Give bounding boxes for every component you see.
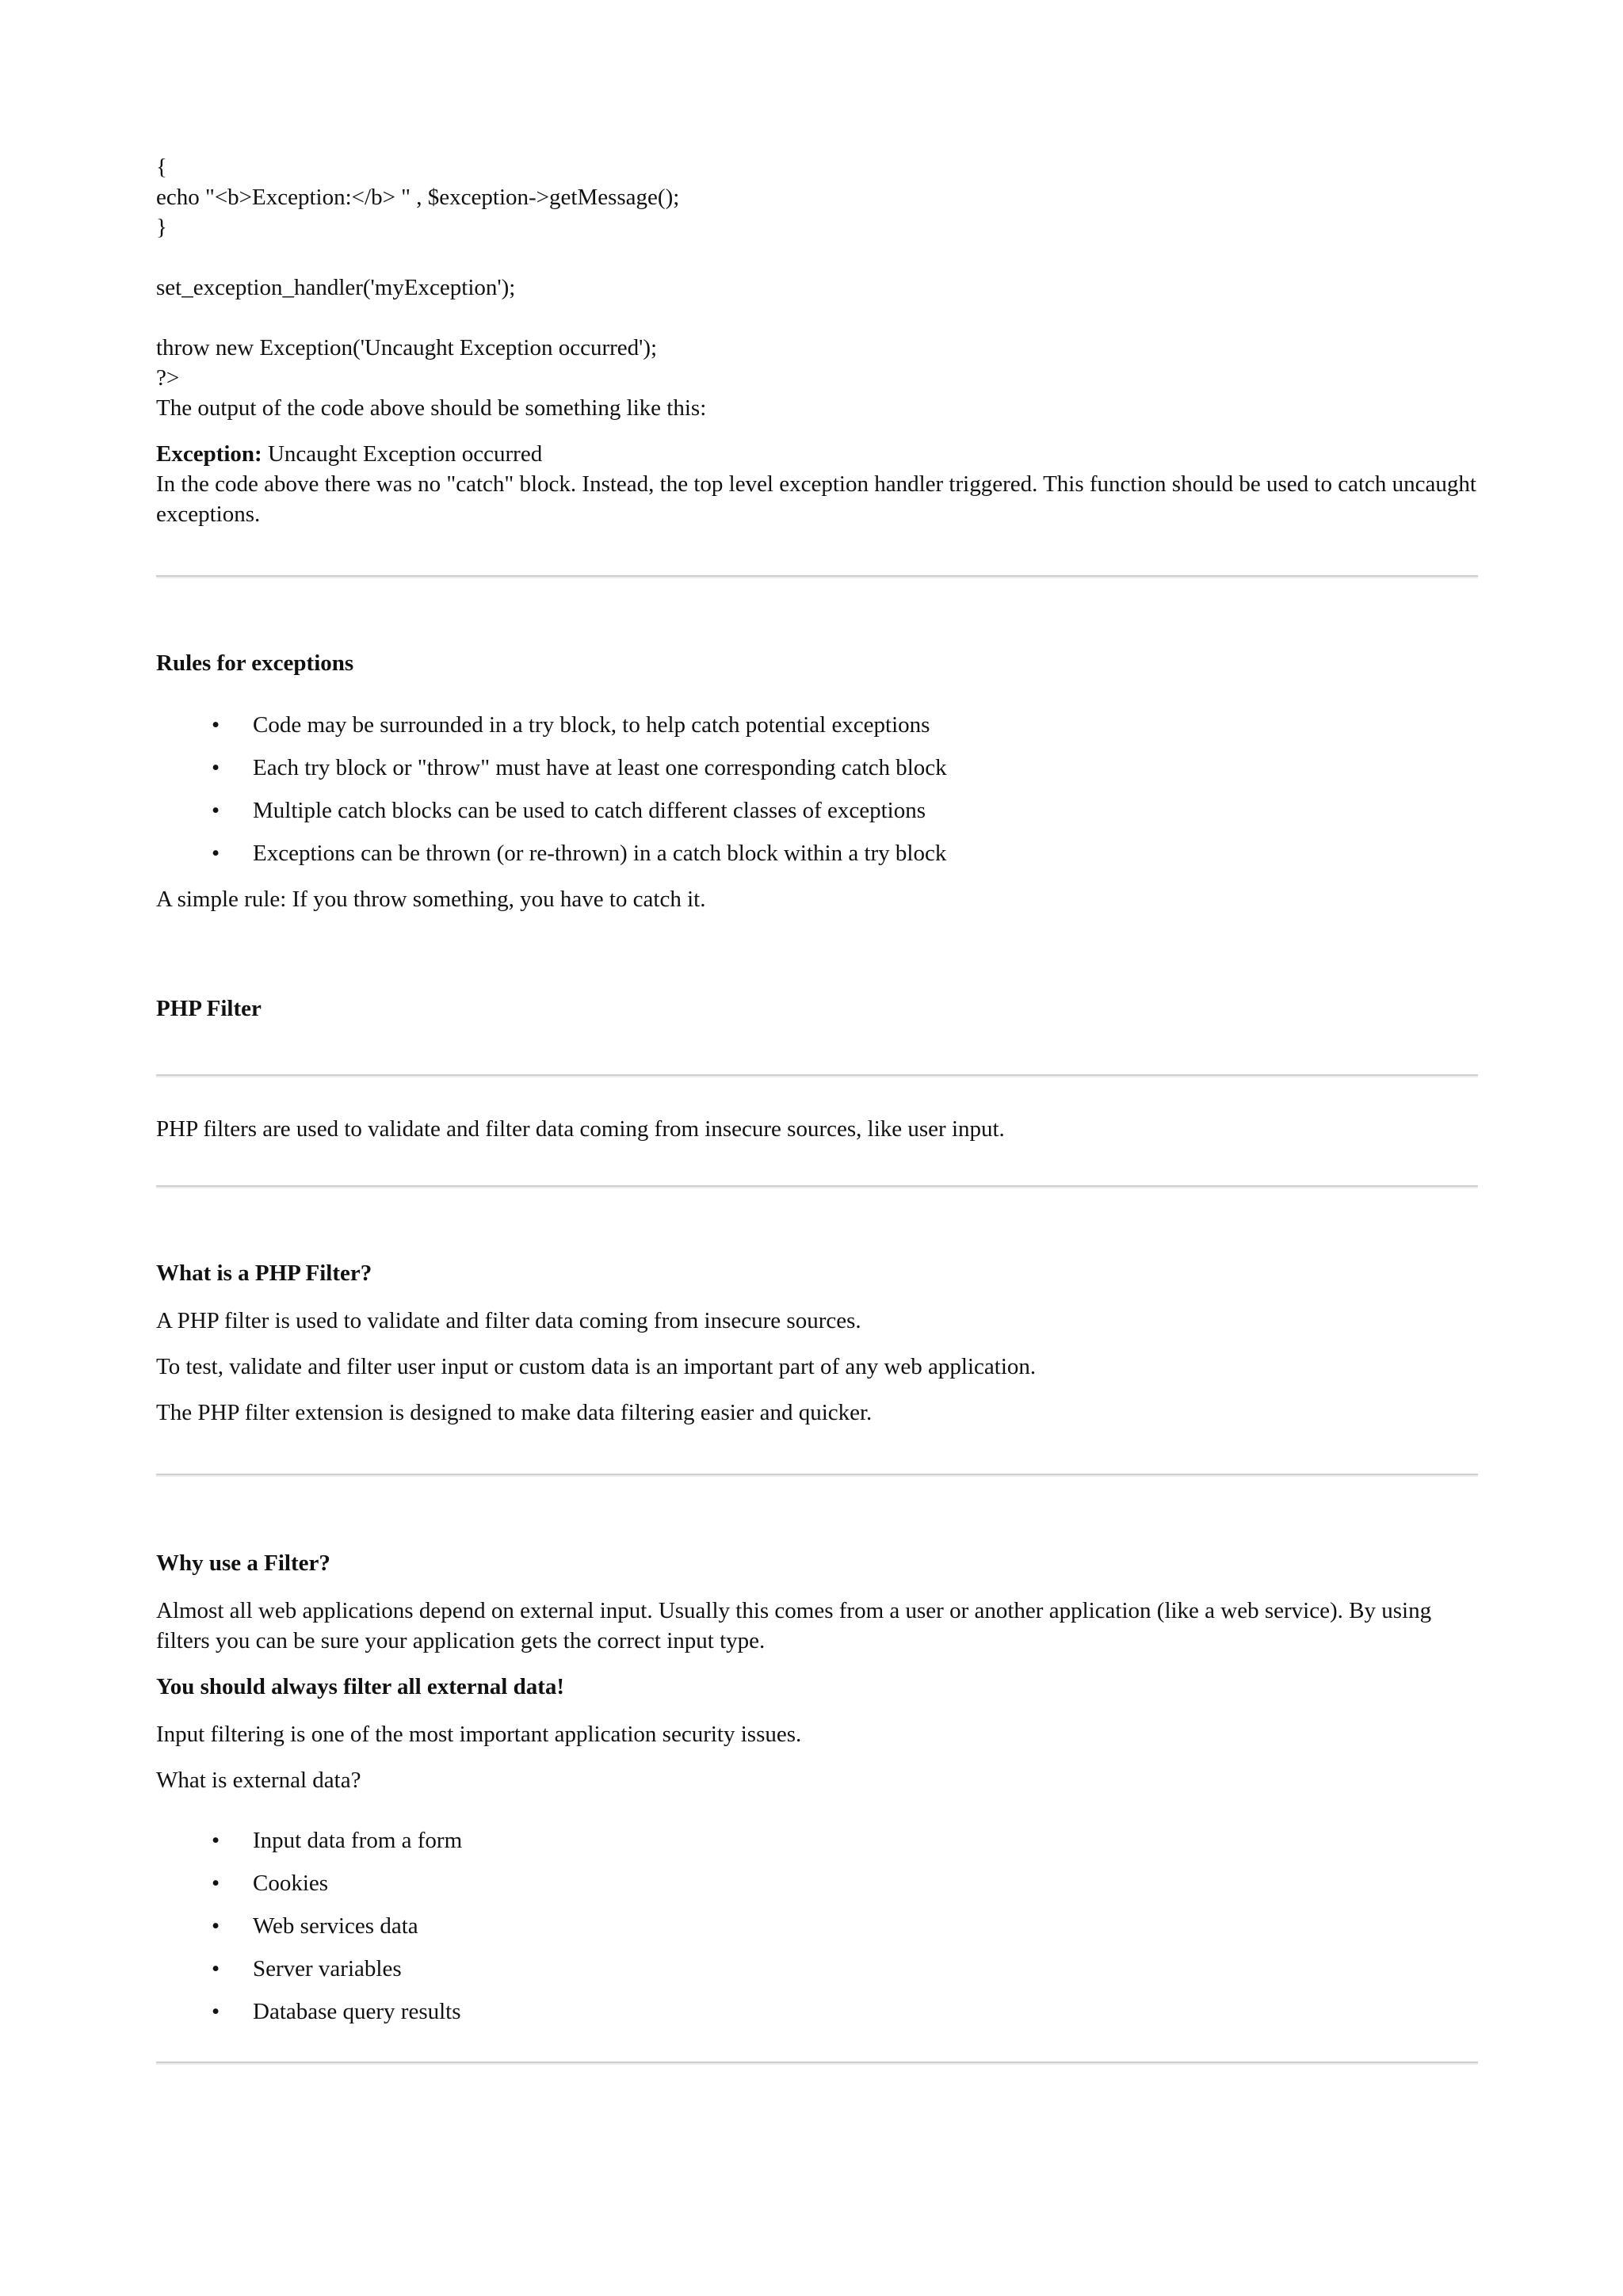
code-line-blank	[156, 303, 1478, 333]
section-divider	[156, 1474, 1478, 1477]
code-line: {	[156, 154, 167, 180]
code-line: ?>	[156, 365, 180, 391]
code-block	[156, 152, 1478, 393]
list-item	[156, 710, 1478, 753]
what-is-paragraph: The PHP filter extension is designed to make data filtering easier and quicker.	[156, 1400, 873, 1425]
section-divider	[156, 1074, 1478, 1077]
bullet-icon: •	[212, 1956, 220, 1981]
list-item-text: Cookies	[253, 1871, 329, 1896]
list-item	[156, 1997, 1478, 2027]
php-filter-heading: PHP Filter	[156, 996, 262, 1021]
list-item	[156, 1911, 1478, 1954]
php-filter-intro: PHP filters are used to validate and filter data coming from insecure sources, like user input.	[156, 1116, 1005, 1142]
why-use-security: Input filtering is one of the most important application security issues.	[156, 1722, 802, 1747]
list-item-text: Server variables	[253, 1956, 402, 1981]
bullet-icon: •	[212, 1913, 220, 1939]
document-page	[156, 152, 1478, 2065]
list-item-text: Multiple catch blocks can be used to catch different classes of exceptions	[253, 798, 926, 823]
output-example	[156, 439, 1478, 469]
list-item-text: Each try block or "throw" must have at least one corresponding catch block	[253, 755, 947, 780]
list-item	[156, 753, 1478, 795]
what-is-heading: What is a PHP Filter?	[156, 1261, 372, 1286]
list-item	[156, 1825, 1478, 1868]
rules-list	[156, 710, 1478, 868]
list-item	[156, 838, 1478, 868]
list-item	[156, 795, 1478, 838]
list-item-text: Input data from a form	[253, 1828, 463, 1853]
bullet-icon: •	[212, 755, 220, 780]
external-data-list	[156, 1825, 1478, 2027]
why-use-question: What is external data?	[156, 1768, 361, 1793]
code-line: }	[156, 215, 167, 240]
output-intro: The output of the code above should be something like this:	[156, 395, 707, 421]
bullet-icon: •	[212, 1871, 220, 1896]
why-use-paragraph: Almost all web applications depend on external input. Usually this comes from a user or another application (like a web service). By using filters you can be sure your application gets the correct input type.	[156, 1598, 1432, 1653]
list-item-text: Exceptions can be thrown (or re-thrown) in a catch block within a try block	[253, 841, 947, 866]
section-divider	[156, 575, 1478, 578]
output-explanation: In the code above there was no "catch" block. Instead, the top level exception handler triggered. This function should be used to catch uncaught exceptions.	[156, 471, 1476, 527]
what-is-paragraph: A PHP filter is used to validate and filter data coming from insecure sources.	[156, 1308, 861, 1333]
rules-heading: Rules for exceptions	[156, 650, 354, 676]
code-line-blank	[156, 242, 1478, 273]
list-item-text: Database query results	[253, 1999, 461, 2024]
bullet-icon: •	[212, 798, 220, 823]
output-message: Uncaught Exception occurred	[267, 441, 543, 467]
bullet-icon: •	[212, 1999, 220, 2024]
why-use-heading: Why use a Filter?	[156, 1550, 330, 1576]
list-item-text: Web services data	[253, 1913, 418, 1939]
section-divider	[156, 1185, 1478, 1188]
rules-summary: A simple rule: If you throw something, you have to catch it.	[156, 887, 706, 912]
list-item	[156, 1868, 1478, 1911]
list-item	[156, 1954, 1478, 1997]
code-line: set_exception_handler('myException');	[156, 275, 516, 300]
section-divider	[156, 2061, 1478, 2065]
code-line: throw new Exception('Uncaught Exception occurred');	[156, 335, 658, 360]
list-item-text: Code may be surrounded in a try block, to help catch potential exceptions	[253, 712, 930, 738]
bullet-icon: •	[212, 841, 220, 866]
bullet-icon: •	[212, 712, 220, 738]
what-is-paragraph: To test, validate and filter user input or custom data is an important part of any web application.	[156, 1354, 1037, 1379]
why-use-emphasis: You should always filter all external data!	[156, 1674, 565, 1699]
output-label: Exception:	[156, 441, 262, 467]
bullet-icon: •	[212, 1828, 220, 1853]
code-line: echo "<b>Exception:</b> " , $exception->getMessage();	[156, 185, 680, 210]
